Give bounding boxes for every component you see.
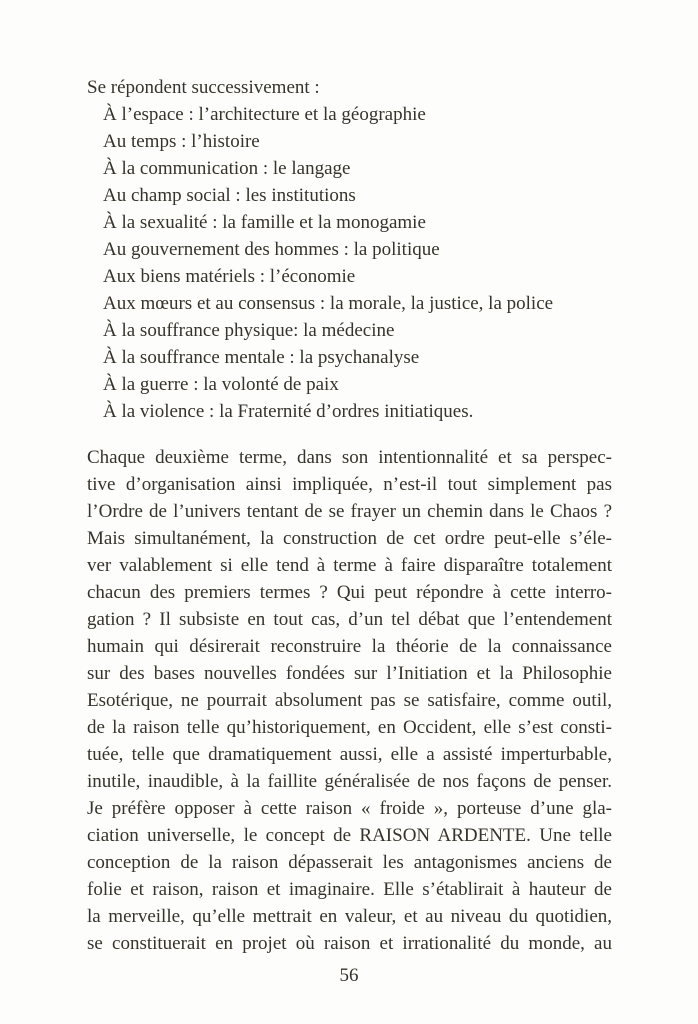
paragraph-line: Esotérique, ne pourrait absolument pas se satisfaire, comme outil,: [87, 690, 612, 711]
paragraph-line: humain qui désirerait reconstruire la théorie de la connaissance: [87, 636, 612, 657]
list-item: Au temps : l’histoire: [103, 131, 260, 152]
paragraph-line: tuée, telle que dramatiquement aussi, elle a assisté imperturbable,: [87, 744, 612, 765]
list-item: Au champ social : les institutions: [103, 185, 356, 206]
list-item: Aux mœurs et au consensus : la morale, la justice, la police: [103, 293, 554, 314]
paragraph-line: ver valablement si elle tend à terme à faire disparaître totalement: [87, 555, 612, 576]
paragraph-line: la merveille, qu’elle mettrait en valeur, et au niveau du quotidien,: [87, 906, 612, 927]
list-intro-line: Se répondent successivement :: [87, 77, 320, 98]
paragraph-line: sur des bases nouvelles fondées sur l’Initiation et la Philosophie: [87, 663, 612, 684]
paragraph-line: gation ? Il subsiste en tout cas, d’un tel débat que l’entendement: [87, 609, 612, 630]
list-item: À la sexualité : la famille et la monogamie: [103, 212, 426, 233]
paragraph-line: Chaque deuxième terme, dans son intentionnalité et sa perspec-: [87, 447, 612, 468]
list-item: À la guerre : la volonté de paix: [103, 374, 339, 395]
list-item: À la violence : la Fraternité d’ordres initiatiques.: [103, 401, 474, 422]
list-item: À la communication : le langage: [103, 158, 351, 179]
paragraph-line: ciation universelle, le concept de RAISON ARDENTE. Une telle: [87, 825, 612, 846]
list-item: À la souffrance physique: la médecine: [103, 320, 395, 341]
list-item: À la souffrance mentale : la psychanalyse: [103, 347, 420, 368]
text-block: [87, 74, 612, 957]
list-item: Aux biens matériels : l’économie: [103, 266, 356, 287]
paragraph-line: conception de la raison dépasserait les antagonismes anciens de: [87, 852, 612, 873]
correspondence-list: [87, 101, 612, 425]
paragraph-line: l’Ordre de l’univers tentant de se frayer un chemin dans le Chaos ?: [87, 501, 612, 522]
paragraph-line: folie et raison, raison et imaginaire. Elle s’établirait à hauteur de: [87, 879, 612, 900]
paragraph-line: se constituerait en projet où raison et irrationalité du monde, au: [87, 933, 612, 954]
page-number: 56: [339, 965, 359, 986]
paragraph-line: chacun des premiers termes ? Qui peut répondre à cette interro-: [87, 582, 612, 603]
paragraph-line: inutile, inaudible, à la faillite généralisée de nos façons de penser.: [87, 771, 612, 792]
list-item: À l’espace : l’architecture et la géographie: [103, 104, 426, 125]
list-item: Au gouvernement des hommes : la politique: [103, 239, 440, 260]
paragraph-line: de la raison telle qu’historiquement, en Occident, elle s’est consti-: [87, 717, 612, 738]
paragraph-line: Je préfère opposer à cette raison « froide », porteuse d’une gla-: [87, 798, 612, 819]
paragraph-line: Mais simultanément, la construction de cet ordre peut-elle s’éle-: [87, 528, 612, 549]
paragraph-line: tive d’organisation ainsi impliquée, n’est-il tout simplement pas: [87, 474, 612, 495]
body-paragraph: [87, 444, 612, 957]
